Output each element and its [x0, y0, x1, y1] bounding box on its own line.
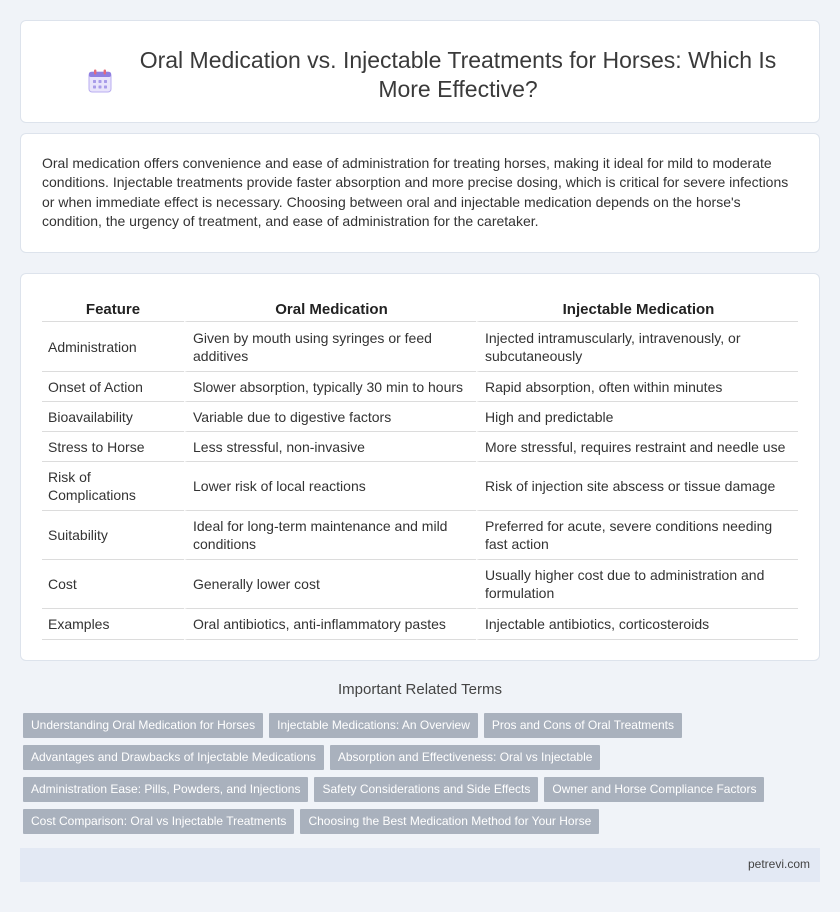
column-header-injectable: Injectable Medication	[476, 294, 798, 322]
tag-row	[23, 777, 803, 802]
injectable-cell: Injectable antibiotics, corticosteroids	[476, 609, 798, 640]
related-term-tag[interactable]: Pros and Cons of Oral Treatments	[484, 713, 682, 738]
related-term-tag[interactable]: Advantages and Drawbacks of Injectable Medications	[23, 745, 324, 770]
tag-row	[23, 745, 803, 770]
oral-cell: Variable due to digestive factors	[184, 402, 476, 432]
tag-row	[23, 713, 803, 738]
related-terms-heading: Important Related Terms	[338, 681, 502, 698]
table-row	[42, 609, 798, 640]
feature-cell: Risk of Complications	[42, 462, 184, 511]
related-term-tag[interactable]: Safety Considerations and Side Effects	[314, 777, 538, 802]
feature-cell: Bioavailability	[42, 402, 184, 432]
related-term-tag[interactable]: Understanding Oral Medication for Horses	[23, 713, 263, 738]
comparison-table	[42, 294, 798, 640]
related-term-tag[interactable]: Cost Comparison: Oral vs Injectable Treatments	[23, 809, 294, 834]
oral-cell: Lower risk of local reactions	[184, 462, 476, 511]
table-row	[42, 432, 798, 462]
footer	[20, 848, 820, 882]
page-title: Oral Medication vs. Injectable Treatments for Horses: Which Is More Effective?	[139, 47, 777, 102]
injectable-cell: Injected intramuscularly, intravenously, or subcutaneously	[476, 322, 798, 372]
injectable-cell: Usually higher cost due to administration and formulation	[476, 560, 798, 609]
calendar-icon	[87, 68, 113, 94]
column-header-feature: Feature	[42, 294, 184, 322]
intro-paragraph: Oral medication offers convenience and ease of administration for treating horses, making it ideal for mild to moderate conditions. Injectable treatments provide faster absorption and more precise dosing, which is critical for severe infections or when immediate effect is necessary. Choosing between oral and injectable medication depends on the horse's condition, the urgency of treatment, and ease of administration for the caretaker.	[42, 155, 789, 229]
table-row	[42, 511, 798, 560]
related-term-tag[interactable]: Injectable Medications: An Overview	[269, 713, 478, 738]
comparison-table-card	[20, 273, 820, 661]
feature-cell: Suitability	[42, 511, 184, 560]
oral-cell: Given by mouth using syringes or feed additives	[184, 322, 476, 372]
injectable-cell: Preferred for acute, severe conditions needing fast action	[476, 511, 798, 560]
feature-cell: Examples	[42, 609, 184, 640]
table-row	[42, 322, 798, 372]
title-card	[20, 20, 820, 123]
oral-cell: Oral antibiotics, anti-inflammatory pastes	[184, 609, 476, 640]
injectable-cell: High and predictable	[476, 402, 798, 432]
feature-cell: Onset of Action	[42, 372, 184, 402]
related-term-tag[interactable]: Absorption and Effectiveness: Oral vs Injectable	[330, 745, 601, 770]
table-header-row	[42, 294, 798, 322]
intro-card	[20, 133, 820, 253]
tag-row	[23, 809, 803, 834]
table-row	[42, 462, 798, 511]
column-header-oral: Oral Medication	[184, 294, 476, 322]
related-terms-list	[23, 713, 803, 841]
table-row	[42, 372, 798, 402]
footer-domain[interactable]: petrevi.com	[747, 857, 810, 871]
injectable-cell: Risk of injection site abscess or tissue damage	[476, 462, 798, 511]
oral-cell: Generally lower cost	[184, 560, 476, 609]
feature-cell: Stress to Horse	[42, 432, 184, 462]
table-row	[42, 560, 798, 609]
feature-cell: Cost	[42, 560, 184, 609]
oral-cell: Slower absorption, typically 30 min to hours	[184, 372, 476, 402]
table-row	[42, 402, 798, 432]
related-term-tag[interactable]: Owner and Horse Compliance Factors	[544, 777, 764, 802]
related-term-tag[interactable]: Administration Ease: Pills, Powders, and Injections	[23, 777, 308, 802]
related-term-tag[interactable]: Choosing the Best Medication Method for Your Horse	[300, 809, 599, 834]
injectable-cell: More stressful, requires restraint and needle use	[476, 432, 798, 462]
oral-cell: Ideal for long-term maintenance and mild conditions	[184, 511, 476, 560]
injectable-cell: Rapid absorption, often within minutes	[476, 372, 798, 402]
oral-cell: Less stressful, non-invasive	[184, 432, 476, 462]
feature-cell: Administration	[42, 322, 184, 372]
